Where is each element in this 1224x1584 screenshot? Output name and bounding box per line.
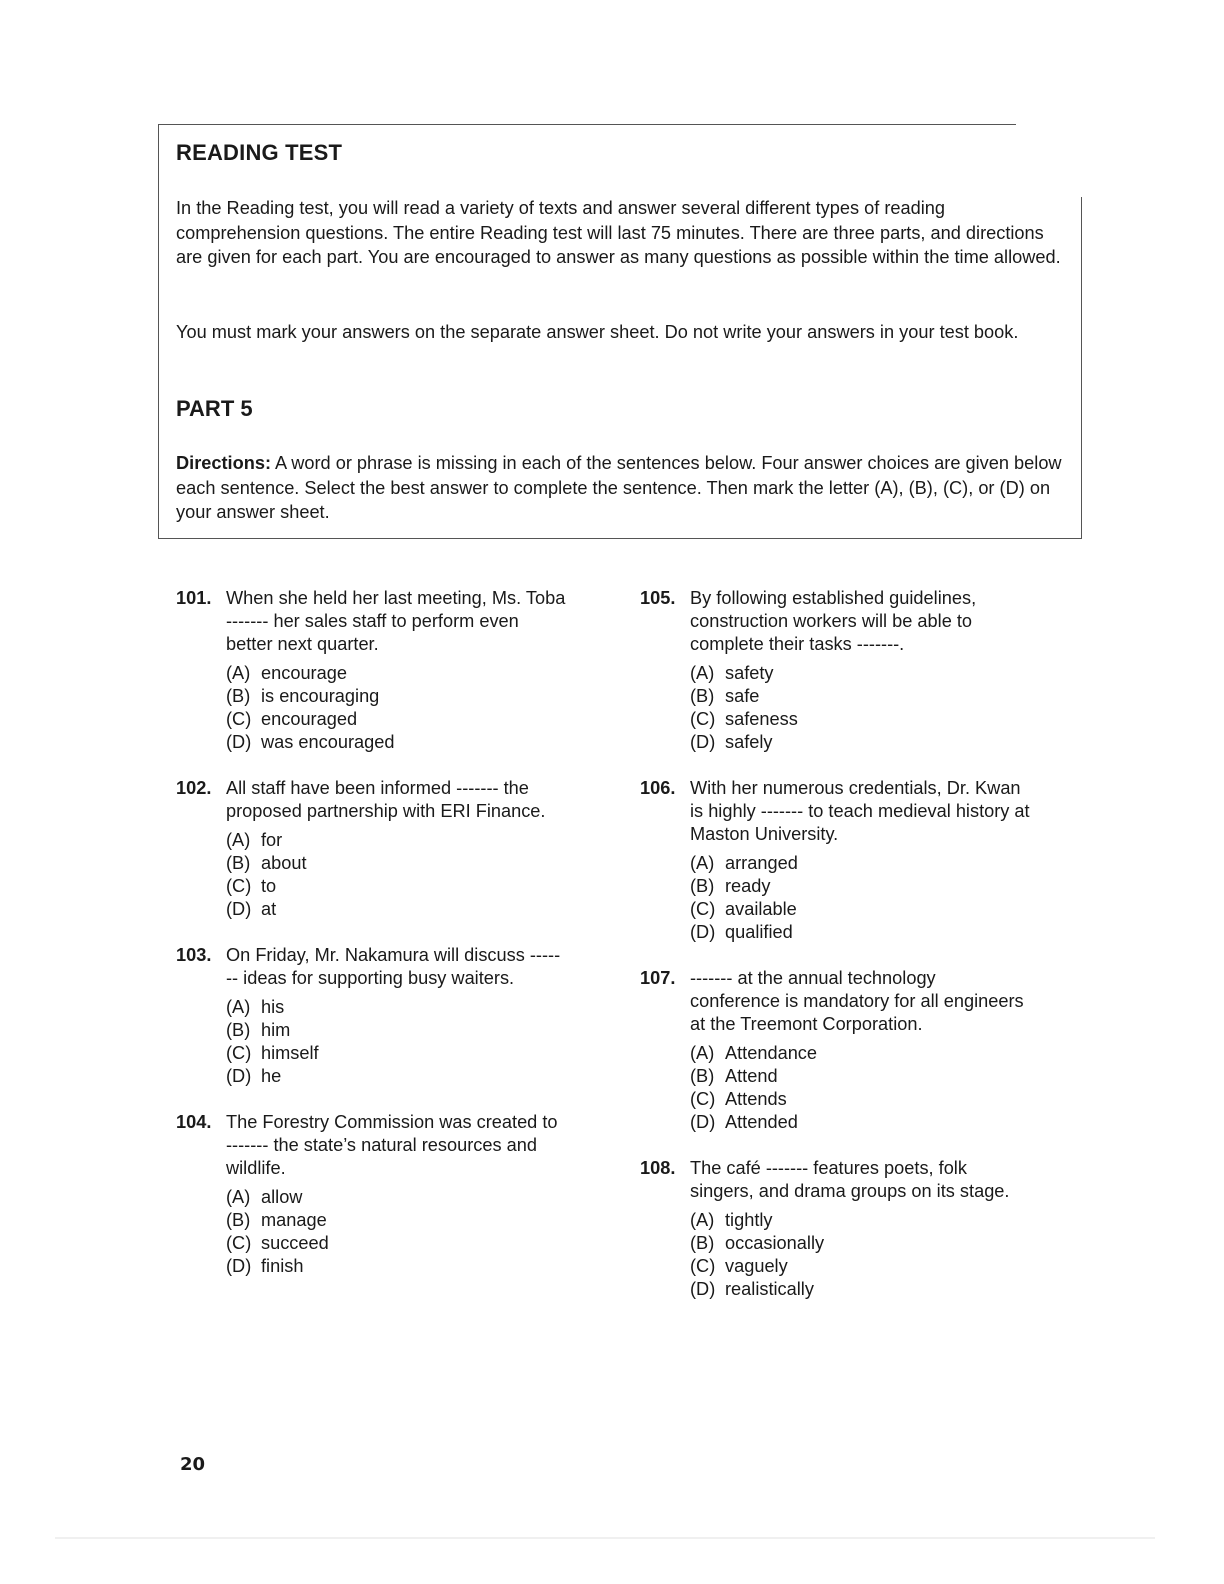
- option-a: [690, 852, 1030, 875]
- question-103: [176, 944, 566, 1088]
- option-letter: (D): [690, 732, 716, 752]
- option-letter: (D): [226, 1066, 252, 1086]
- option-text: safeness: [725, 709, 798, 729]
- option-text: finish: [261, 1256, 304, 1276]
- option-text: encouraged: [261, 709, 358, 729]
- option-text: his: [261, 997, 285, 1017]
- option-text: safety: [725, 663, 774, 683]
- option-a: [690, 662, 1030, 685]
- instructions-box-bottom-border: [158, 538, 1082, 539]
- option-letter: (A): [226, 1187, 251, 1207]
- option-a: [226, 662, 566, 685]
- option-c: [690, 708, 1030, 731]
- option-text: ready: [725, 876, 771, 896]
- option-c: [226, 1232, 566, 1255]
- option-b: [690, 1065, 1030, 1088]
- option-letter: (C): [690, 899, 716, 919]
- option-text: at: [261, 899, 277, 919]
- option-letter: (A): [690, 1210, 715, 1230]
- option-text: Attendance: [725, 1043, 818, 1063]
- option-letter: (D): [226, 899, 252, 919]
- option-text: arranged: [725, 853, 798, 873]
- question-text: The Forestry Commission was created to ------- the state’s natural resources and wildlife.: [226, 1112, 558, 1178]
- page-number: 20: [180, 1454, 206, 1475]
- option-letter: (D): [226, 732, 252, 752]
- option-letter: (B): [690, 1066, 715, 1086]
- option-b: [226, 1209, 566, 1232]
- option-letter: (B): [226, 1210, 251, 1230]
- answer-options: [690, 1042, 1030, 1134]
- option-letter: (B): [226, 686, 251, 706]
- option-text: realistically: [725, 1279, 814, 1299]
- option-letter: (A): [226, 997, 251, 1017]
- option-c: [226, 708, 566, 731]
- option-a: [690, 1042, 1030, 1065]
- question-text: ------- at the annual technology conference is mandatory for all engineers at the Treemont Corporation.: [690, 968, 1024, 1034]
- question-number: 103.: [176, 945, 212, 965]
- question-text: By following established guidelines, construction workers will be able to complete their tasks -------.: [690, 588, 977, 654]
- directions-label: Directions:: [176, 453, 271, 473]
- question-text: With her numerous credentials, Dr. Kwan is highly ------- to teach medieval history at Maston University.: [690, 778, 1030, 844]
- option-c: [226, 875, 566, 898]
- option-text: vaguely: [725, 1256, 788, 1276]
- option-letter: (C): [226, 876, 252, 896]
- option-letter: (B): [690, 876, 715, 896]
- option-text: for: [261, 830, 283, 850]
- option-text: succeed: [261, 1233, 329, 1253]
- footer-divider: [55, 1537, 1155, 1539]
- option-text: he: [261, 1066, 282, 1086]
- question-text: All staff have been informed ------- the proposed partnership with ERI Finance.: [226, 778, 546, 821]
- option-c: [690, 1255, 1030, 1278]
- questions-column-left: [176, 587, 566, 1301]
- option-b: [226, 1019, 566, 1042]
- option-text: to: [261, 876, 277, 896]
- question-number: 104.: [176, 1112, 212, 1132]
- option-a: [690, 1209, 1030, 1232]
- question-106: [640, 777, 1030, 944]
- option-text: Attends: [725, 1089, 787, 1109]
- option-letter: (B): [690, 1233, 715, 1253]
- option-letter: (C): [690, 1256, 716, 1276]
- option-letter: (D): [226, 1256, 252, 1276]
- option-text: Attended: [725, 1112, 798, 1132]
- option-text: encourage: [261, 663, 347, 683]
- option-text: him: [261, 1020, 291, 1040]
- option-b: [690, 875, 1030, 898]
- option-text: available: [725, 899, 797, 919]
- answer-options: [226, 662, 566, 754]
- option-text: about: [261, 853, 307, 873]
- option-d: [226, 898, 566, 921]
- option-letter: (A): [226, 663, 251, 683]
- directions-text: A word or phrase is missing in each of the sentences below. Four answer choices are given below each sentence. Select the best answer to complete the sentence. Then mark the letter (A), (B), (C), or (D) on your answer sheet.: [176, 453, 1062, 522]
- question-101: [176, 587, 566, 754]
- instructions-box-left-border: [158, 124, 159, 539]
- option-text: safely: [725, 732, 773, 752]
- question-text: When she held her last meeting, Ms. Toba ------- her sales staff to perform even better next quarter.: [226, 588, 566, 654]
- option-letter: (C): [690, 1089, 716, 1109]
- option-d: [690, 731, 1030, 754]
- option-letter: (C): [226, 1043, 252, 1063]
- instructions-box-right-border: [1081, 197, 1082, 539]
- option-letter: (B): [690, 686, 715, 706]
- option-b: [226, 852, 566, 875]
- option-c: [690, 1088, 1030, 1111]
- option-b: [690, 1232, 1030, 1255]
- option-text: allow: [261, 1187, 303, 1207]
- instructions-box-top-border: [158, 124, 1016, 125]
- option-letter: (A): [690, 1043, 715, 1063]
- question-number: 102.: [176, 778, 212, 798]
- option-letter: (C): [226, 1233, 252, 1253]
- option-text: Attend: [725, 1066, 778, 1086]
- option-letter: (C): [690, 709, 716, 729]
- instructions-box: [176, 138, 1071, 522]
- option-letter: (A): [690, 853, 715, 873]
- option-d: [226, 731, 566, 754]
- question-number: 107.: [640, 968, 676, 988]
- option-text: safe: [725, 686, 760, 706]
- option-text: himself: [261, 1043, 319, 1063]
- option-text: tightly: [725, 1210, 773, 1230]
- part-title: PART 5: [176, 396, 253, 421]
- option-c: [226, 1042, 566, 1065]
- question-text: The café ------- features poets, folk singers, and drama groups on its stage.: [690, 1158, 1010, 1201]
- answer-options: [690, 662, 1030, 754]
- question-108: [640, 1157, 1030, 1301]
- option-text: was encouraged: [261, 732, 395, 752]
- option-letter: (D): [690, 1112, 716, 1132]
- answer-options: [226, 1186, 566, 1278]
- option-a: [226, 996, 566, 1019]
- option-letter: (D): [690, 1279, 716, 1299]
- answer-options: [690, 1209, 1030, 1301]
- option-text: qualified: [725, 922, 793, 942]
- option-b: [690, 685, 1030, 708]
- option-letter: (B): [226, 853, 251, 873]
- question-text: On Friday, Mr. Nakamura will discuss ------- ideas for supporting busy waiters.: [226, 945, 561, 988]
- option-letter: (B): [226, 1020, 251, 1040]
- intro-paragraph: In the Reading test, you will read a variety of texts and answer several different types of reading comprehension questions. The entire Reading test will last 75 minutes. There are three parts, and directions are given for each part. You are encouraged to answer as many questions as possible within the time allowed.: [176, 198, 1061, 267]
- answer-options: [226, 996, 566, 1088]
- option-d: [690, 1111, 1030, 1134]
- option-text: is encouraging: [261, 686, 380, 706]
- option-d: [690, 921, 1030, 944]
- question-107: [640, 967, 1030, 1134]
- question-105: [640, 587, 1030, 754]
- answer-options: [226, 829, 566, 921]
- question-number: 101.: [176, 588, 212, 608]
- question-102: [176, 777, 566, 921]
- option-a: [226, 829, 566, 852]
- option-text: occasionally: [725, 1233, 825, 1253]
- question-number: 106.: [640, 778, 676, 798]
- option-d: [690, 1278, 1030, 1301]
- option-text: manage: [261, 1210, 327, 1230]
- option-letter: (D): [690, 922, 716, 942]
- answer-sheet-paragraph: You must mark your answers on the separate answer sheet. Do not write your answers in your test book.: [176, 322, 1019, 342]
- directions-paragraph: [176, 451, 1071, 525]
- option-c: [690, 898, 1030, 921]
- questions-column-right: [640, 587, 1030, 1324]
- option-letter: (A): [690, 663, 715, 683]
- option-letter: (A): [226, 830, 251, 850]
- option-d: [226, 1255, 566, 1278]
- option-d: [226, 1065, 566, 1088]
- option-a: [226, 1186, 566, 1209]
- question-number: 105.: [640, 588, 676, 608]
- question-104: [176, 1111, 566, 1278]
- answer-options: [690, 852, 1030, 944]
- option-b: [226, 685, 566, 708]
- page-title: READING TEST: [176, 140, 343, 165]
- question-number: 108.: [640, 1158, 676, 1178]
- option-letter: (C): [226, 709, 252, 729]
